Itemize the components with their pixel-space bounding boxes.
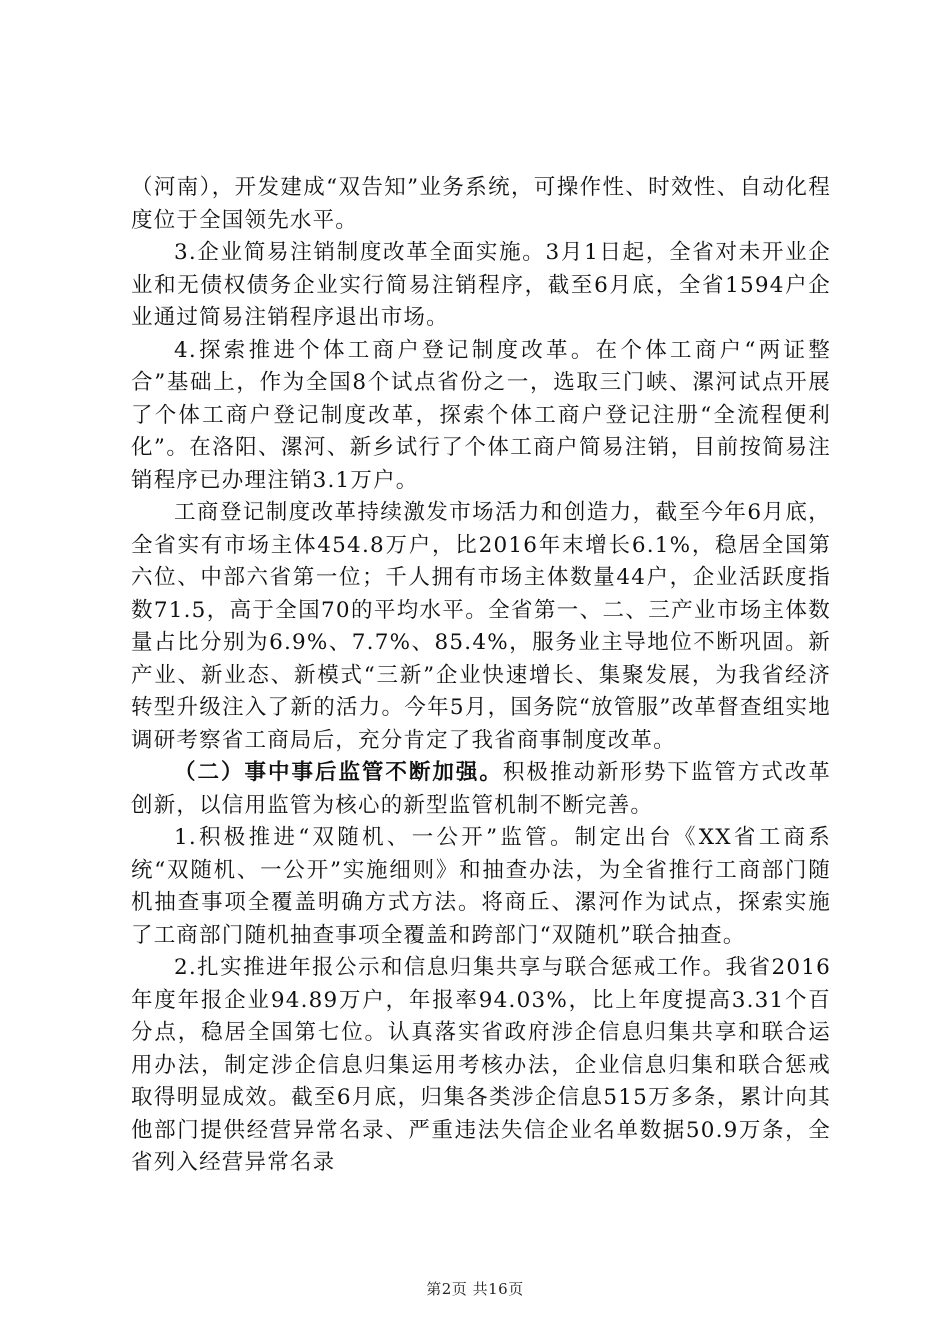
paragraph-text: 3.企业简易注销制度改革全面实施。3月1日起，全省对未开业企业和无债权债务企业实行简易注销程序，截至6月底，全省1594户企业通过简易注销程序退出市场。 <box>131 240 831 330</box>
paragraph-text: 4.探索推进个体工商户登记制度改革。在个体工商户“两证整合”基础上，作为全国8个试点省份之一，选取三门峡、漯河试点开展了个体工商户登记制度改革，探索个体工商户登记注册“全流程便利化”。在洛阳、漯河、新乡试行了个体工商户简易注销，目前按简易注销程序已办理注销3.1万户。 <box>131 337 831 493</box>
paragraph-7 <box>131 952 831 1180</box>
paragraph-text: 2.扎实推进年报公示和信息归集共享与联合惩戒工作。我省2016年度年报企业94.89万户，年报率94.03%，比上年度提高3.31个百分点，稳居全国第七位。认真落实省政府涉企信息归集共享和联合运用办法，制定涉企信息归集运用考核办法，企业信息归集和联合惩戒取得明显成效。截至6月底，归集各类涉企信息515万多条，累计向其他部门提供经营异常名录、严重违法失信企业名单数据50.9万条，全省列入经营异常名录 <box>131 955 831 1175</box>
paragraph-6 <box>131 822 831 952</box>
paragraph-2 <box>131 237 831 335</box>
paragraph-4 <box>131 497 831 757</box>
section-heading-paragraph <box>131 757 831 822</box>
paragraph-3 <box>131 335 831 498</box>
page-footer: 第2页 共16页 <box>426 1280 524 1298</box>
paragraph-1 <box>131 172 831 237</box>
paragraph-text: 积极推动新形势下监管方式改革创新，以信用监管为核心的新型监管机制不断完善。 <box>131 760 831 818</box>
section-heading: （二）事中事后监管不断加强。 <box>174 760 503 785</box>
paragraph-text: 工商登记制度改革持续激发市场活力和创造力，截至今年6月底，全省实有市场主体454.8万户，比2016年末增长6.1%，稳居全国第六位、中部六省第一位；千人拥有市场主体数量44户，企业活跃度指数71.5，高于全国70的平均水平。全省第一、二、三产业市场主体数量占比分别为6.9%、7.7%、85.4%，服务业主导地位不断巩固。新产业、新业态、新模式“三新”企业快速增长、集聚发展，为我省经济转型升级注入了新的活力。今年5月，国务院“放管服”改革督查组实地调研考察省工商局后，充分肯定了我省商事制度改革。 <box>131 500 831 753</box>
document-body <box>131 172 831 1180</box>
paragraph-text: （河南），开发建成“双告知”业务系统，可操作性、时效性、自动化程度位于全国领先水平。 <box>131 175 831 233</box>
paragraph-text: 1.积极推进“双随机、一公开”监管。制定出台《XX省工商系统“双随机、一公开”实施细则》和抽查办法，为全省推行工商部门随机抽查事项全覆盖明确方式方法。将商丘、漯河作为试点，探索实施了工商部门随机抽查事项全覆盖和跨部门“双随机”联合抽查。 <box>131 825 831 948</box>
